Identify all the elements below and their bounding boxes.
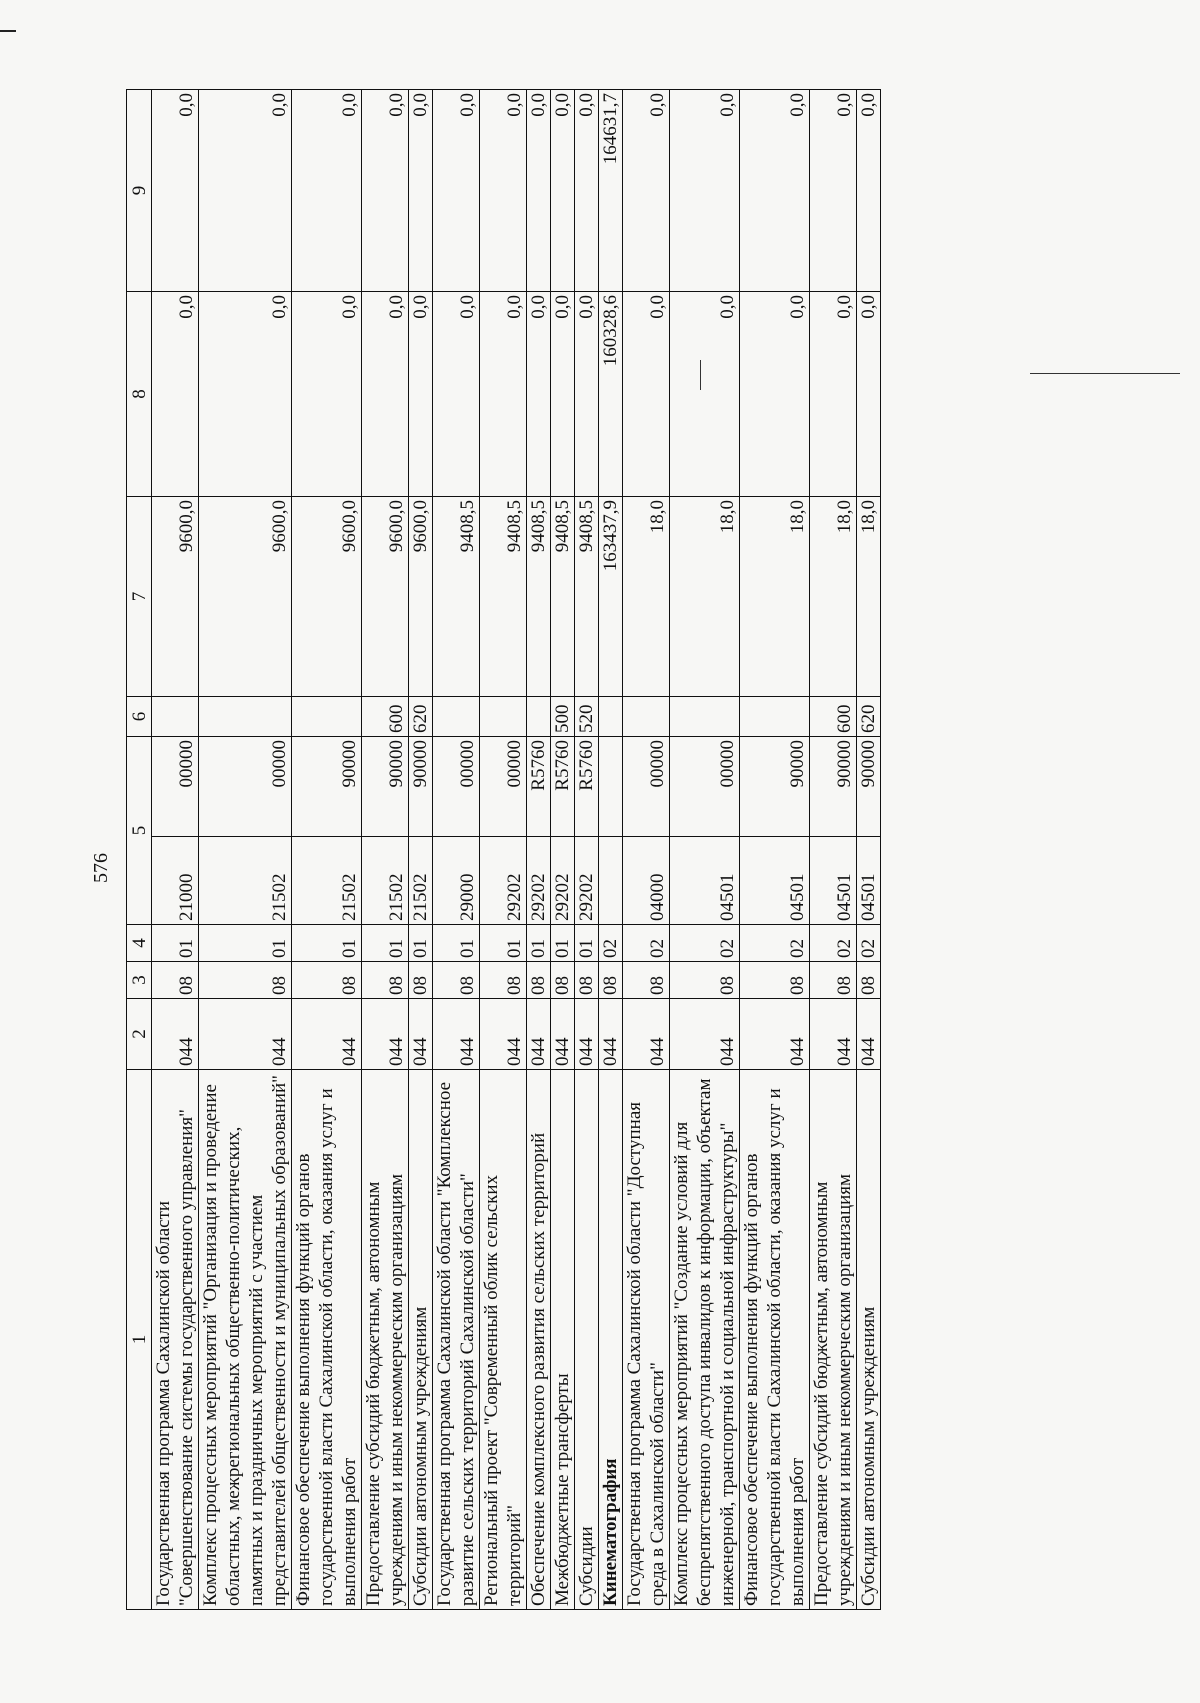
row-value-cell: 044	[409, 999, 433, 1070]
row-value-cell: 044	[362, 999, 409, 1070]
row-value-cell: 0,0	[409, 292, 433, 497]
row-value-cell	[599, 697, 623, 737]
row-value-cell: 08	[199, 962, 292, 999]
row-value-cell: 01	[433, 925, 480, 962]
row-value-cell: 02	[740, 925, 810, 962]
budget-table	[126, 89, 881, 1610]
row-value-cell	[292, 697, 362, 737]
row-value-cell: 08	[362, 962, 409, 999]
table-row	[433, 90, 480, 1610]
row-value-cell: 08	[810, 962, 857, 999]
row-value-cell: 0,0	[623, 292, 670, 497]
column-header: 3	[127, 962, 152, 999]
row-value-cell: 0,0	[551, 292, 575, 497]
row-value-cell: 04501	[857, 837, 881, 925]
row-name-cell: Кинематография	[599, 1070, 623, 1610]
row-name-cell: Финансовое обеспечение выполнения функций органов государственной власти Сахалинской области, оказания услуг и выполнения работ	[740, 1070, 810, 1610]
row-value-cell: 21502	[292, 837, 362, 925]
row-value-cell: 08	[551, 962, 575, 999]
row-value-cell: 21502	[409, 837, 433, 925]
table-row	[810, 90, 857, 1610]
row-value-cell	[480, 697, 527, 737]
row-value-cell: 18,0	[670, 497, 740, 697]
column-header: 8	[127, 292, 152, 497]
row-value-cell: 08	[575, 962, 599, 999]
row-value-cell	[599, 737, 623, 837]
row-value-cell: 044	[199, 999, 292, 1070]
row-value-cell: 044	[857, 999, 881, 1070]
row-value-cell: 160328,6	[599, 292, 623, 497]
row-value-cell: 00000	[480, 737, 527, 837]
row-name-cell: Субсидии автономным учреждениям	[857, 1070, 881, 1610]
row-value-cell	[623, 697, 670, 737]
column-header: 2	[127, 999, 152, 1070]
row-value-cell: 00000	[152, 737, 199, 837]
row-value-cell: 0,0	[575, 90, 599, 292]
row-value-cell: 620	[409, 697, 433, 737]
row-value-cell: 21000	[152, 837, 199, 925]
row-value-cell: 08	[857, 962, 881, 999]
row-value-cell: 01	[362, 925, 409, 962]
row-value-cell: 00000	[199, 737, 292, 837]
row-name-cell: Обеспечение комплексного развития сельских территорий	[527, 1070, 551, 1610]
row-value-cell: 163437,9	[599, 497, 623, 697]
row-name-cell: Государственная программа Сахалинской области "Совершенствование системы государственного управления"	[152, 1070, 199, 1610]
row-value-cell: 18,0	[810, 497, 857, 697]
row-value-cell: 01	[551, 925, 575, 962]
row-value-cell: 620	[857, 697, 881, 737]
row-value-cell: 04501	[740, 837, 810, 925]
row-value-cell: 08	[480, 962, 527, 999]
row-value-cell: 29202	[480, 837, 527, 925]
scan-mark	[0, 30, 16, 32]
row-value-cell: 9600,0	[292, 497, 362, 697]
row-value-cell: 0,0	[362, 292, 409, 497]
row-value-cell	[670, 697, 740, 737]
table-row	[551, 90, 575, 1610]
row-value-cell	[740, 697, 810, 737]
row-value-cell: 0,0	[551, 90, 575, 292]
row-value-cell	[199, 697, 292, 737]
row-name-cell: Комплекс процессных мероприятий "Создание условий для беспрепятственного доступа инвалидов к информации, объектам инженерной, транспортной и социальной инфраструктуры"	[670, 1070, 740, 1610]
row-value-cell: 9600,0	[152, 497, 199, 697]
row-value-cell: 08	[623, 962, 670, 999]
row-value-cell: 0,0	[292, 292, 362, 497]
row-value-cell: 044	[527, 999, 551, 1070]
table-row	[152, 90, 199, 1610]
row-value-cell: 90000	[362, 737, 409, 837]
row-value-cell: 00000	[623, 737, 670, 837]
row-value-cell: 044	[433, 999, 480, 1070]
row-value-cell: 044	[740, 999, 810, 1070]
row-value-cell: 29202	[551, 837, 575, 925]
row-value-cell	[152, 697, 199, 737]
row-value-cell: 0,0	[480, 292, 527, 497]
row-value-cell: 01	[527, 925, 551, 962]
page-number: 576	[90, 853, 112, 883]
row-value-cell	[527, 697, 551, 737]
row-value-cell: 08	[740, 962, 810, 999]
row-value-cell: 0,0	[857, 90, 881, 292]
row-value-cell: 08	[599, 962, 623, 999]
row-value-cell: 21502	[199, 837, 292, 925]
row-value-cell: 9408,5	[551, 497, 575, 697]
row-value-cell: 08	[152, 962, 199, 999]
rotated-page	[90, 90, 1106, 1610]
table-row	[480, 90, 527, 1610]
column-header: 4	[127, 925, 152, 962]
row-value-cell: 9600,0	[199, 497, 292, 697]
row-value-cell: 01	[409, 925, 433, 962]
row-value-cell: 29000	[433, 837, 480, 925]
row-value-cell: 9408,5	[527, 497, 551, 697]
column-header: 5	[127, 737, 152, 925]
row-value-cell: 9408,5	[575, 497, 599, 697]
row-value-cell: 00000	[433, 737, 480, 837]
row-value-cell: 0,0	[575, 292, 599, 497]
row-name-cell: Предоставление субсидий бюджетным, автономным учреждениям и иным некоммерческим организациям	[810, 1070, 857, 1610]
table-row	[527, 90, 551, 1610]
row-name-cell: Финансовое обеспечение выполнения функций органов государственной власти Сахалинской области, оказания услуг и выполнения работ	[292, 1070, 362, 1610]
row-value-cell: 600	[810, 697, 857, 737]
column-header: 6	[127, 697, 152, 737]
row-value-cell: 0,0	[740, 292, 810, 497]
row-value-cell: 08	[527, 962, 551, 999]
row-value-cell: 0,0	[409, 90, 433, 292]
row-value-cell: 01	[575, 925, 599, 962]
row-value-cell: 9600,0	[362, 497, 409, 697]
row-value-cell	[599, 837, 623, 925]
row-value-cell: 08	[433, 962, 480, 999]
header-row	[127, 90, 152, 1610]
row-value-cell: 044	[810, 999, 857, 1070]
column-header: 7	[127, 497, 152, 697]
row-value-cell: 01	[480, 925, 527, 962]
row-value-cell: 04501	[670, 837, 740, 925]
row-value-cell: 0,0	[527, 90, 551, 292]
row-value-cell: 04501	[810, 837, 857, 925]
table-row	[409, 90, 433, 1610]
row-name-cell: Предоставление субсидий бюджетным, автономным учреждениям и иным некоммерческим организациям	[362, 1070, 409, 1610]
row-value-cell: 0,0	[362, 90, 409, 292]
row-value-cell: 0,0	[740, 90, 810, 292]
table-row	[857, 90, 881, 1610]
row-value-cell: 164631,7	[599, 90, 623, 292]
row-value-cell: 02	[857, 925, 881, 962]
row-value-cell: 08	[670, 962, 740, 999]
row-value-cell: 90000	[292, 737, 362, 837]
row-value-cell: 0,0	[670, 292, 740, 497]
row-value-cell: 29202	[575, 837, 599, 925]
row-value-cell: 01	[199, 925, 292, 962]
row-value-cell: 00000	[670, 737, 740, 837]
row-value-cell: 01	[152, 925, 199, 962]
table-row	[599, 90, 623, 1610]
row-value-cell: 520	[575, 697, 599, 737]
row-value-cell: 0,0	[199, 90, 292, 292]
row-value-cell: 02	[810, 925, 857, 962]
table-row	[740, 90, 810, 1610]
row-value-cell: 90000	[409, 737, 433, 837]
table-row	[362, 90, 409, 1610]
row-value-cell: 0,0	[857, 292, 881, 497]
row-value-cell: 0,0	[480, 90, 527, 292]
row-value-cell: 044	[480, 999, 527, 1070]
row-value-cell: 18,0	[623, 497, 670, 697]
row-name-cell: Региональный проект "Современный облик сельских территорий"	[480, 1070, 527, 1610]
row-value-cell: 500	[551, 697, 575, 737]
column-header: 1	[127, 1070, 152, 1610]
row-value-cell: 90000	[857, 737, 881, 837]
row-value-cell: 600	[362, 697, 409, 737]
row-value-cell: 0,0	[810, 292, 857, 497]
row-value-cell: 0,0	[670, 90, 740, 292]
table-row	[623, 90, 670, 1610]
table-body	[152, 90, 881, 1610]
row-value-cell: 90000	[810, 737, 857, 837]
row-name-cell: Государственная программа Сахалинской области "Доступная среда в Сахалинской области"	[623, 1070, 670, 1610]
table-row	[199, 90, 292, 1610]
row-value-cell: 18,0	[740, 497, 810, 697]
row-value-cell: 0,0	[810, 90, 857, 292]
row-value-cell: 29202	[527, 837, 551, 925]
row-value-cell: R5760	[575, 737, 599, 837]
table-row	[670, 90, 740, 1610]
row-value-cell: 0,0	[623, 90, 670, 292]
row-name-cell: Субсидии	[575, 1070, 599, 1610]
table-row	[292, 90, 362, 1610]
row-value-cell: 0,0	[433, 292, 480, 497]
row-value-cell: 0,0	[199, 292, 292, 497]
row-value-cell: 044	[575, 999, 599, 1070]
row-value-cell	[433, 697, 480, 737]
row-value-cell: 0,0	[527, 292, 551, 497]
row-value-cell: 21502	[362, 837, 409, 925]
row-value-cell: 044	[292, 999, 362, 1070]
row-value-cell: 9600,0	[409, 497, 433, 697]
row-value-cell: 044	[551, 999, 575, 1070]
row-value-cell: 9408,5	[433, 497, 480, 697]
row-value-cell: 90000	[740, 737, 810, 837]
row-name-cell: Государственная программа Сахалинской области "Комплексное развитие сельских территорий Сахалинской области"	[433, 1070, 480, 1610]
row-value-cell: 044	[152, 999, 199, 1070]
row-value-cell: 0,0	[433, 90, 480, 292]
row-value-cell: 01	[292, 925, 362, 962]
row-value-cell: 0,0	[292, 90, 362, 292]
row-value-cell: 9408,5	[480, 497, 527, 697]
row-value-cell: 04000	[623, 837, 670, 925]
row-value-cell: 044	[623, 999, 670, 1070]
row-name-cell: Межбюджетные трансферты	[551, 1070, 575, 1610]
row-value-cell: 02	[599, 925, 623, 962]
row-value-cell: 044	[670, 999, 740, 1070]
row-name-cell: Субсидии автономным учреждениям	[409, 1070, 433, 1610]
row-value-cell: 02	[670, 925, 740, 962]
row-value-cell: 02	[623, 925, 670, 962]
row-value-cell: 18,0	[857, 497, 881, 697]
row-value-cell: 08	[292, 962, 362, 999]
row-value-cell: 0,0	[152, 90, 199, 292]
row-value-cell: 0,0	[152, 292, 199, 497]
row-value-cell: R5760	[551, 737, 575, 837]
column-header: 9	[127, 90, 152, 292]
row-value-cell: R5760	[527, 737, 551, 837]
row-name-cell: Комплекс процессных мероприятий "Организация и проведение областных, межрегиональных общественно-политических, памятных и праздничных мероприятий с участием представителей общественности и муниципальных образований"	[199, 1070, 292, 1610]
row-value-cell: 08	[409, 962, 433, 999]
table-row	[575, 90, 599, 1610]
row-value-cell: 044	[599, 999, 623, 1070]
